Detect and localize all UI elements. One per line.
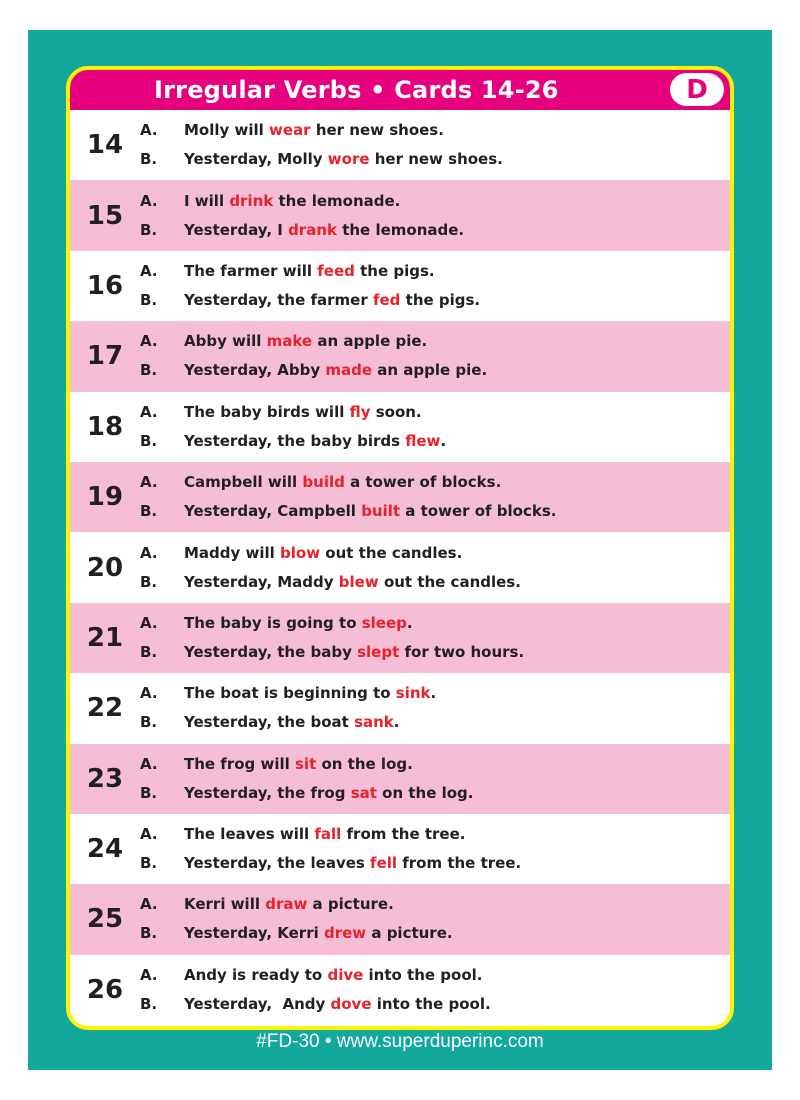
sentence-text: The baby birds will bbox=[184, 402, 350, 421]
table-row bbox=[70, 955, 730, 1025]
sentence-text: Yesterday, Campbell bbox=[184, 502, 362, 521]
sentence-text: the lemonade. bbox=[273, 191, 401, 210]
sentence-b bbox=[140, 568, 730, 597]
sentence-b bbox=[140, 497, 730, 526]
card-number: 19 bbox=[86, 482, 124, 513]
sentence-text: soon. bbox=[370, 402, 422, 421]
sentence-letter: A. bbox=[140, 543, 158, 562]
verb-highlight: wore bbox=[327, 150, 370, 169]
sentence-text: Kerri will bbox=[184, 895, 266, 914]
sentence-a bbox=[140, 116, 730, 145]
verb-highlight: blow bbox=[280, 543, 321, 562]
sentence-pair bbox=[140, 609, 730, 667]
verb-highlight: build bbox=[302, 473, 345, 492]
verb-highlight: drank bbox=[288, 220, 337, 239]
sentence-letter: B. bbox=[140, 924, 158, 943]
sentence-text: The leaves will bbox=[184, 825, 315, 844]
sentence-text: for two hours. bbox=[399, 642, 525, 661]
sentence-a bbox=[140, 750, 730, 779]
sentence-text: Yesterday, Andy bbox=[184, 994, 331, 1013]
sentence-letter: A. bbox=[140, 965, 158, 984]
table-row bbox=[70, 884, 730, 954]
sentence-letter: B. bbox=[140, 713, 158, 732]
sentence-pair bbox=[140, 257, 730, 315]
verb-highlight: flew bbox=[405, 431, 441, 450]
verb-highlight: make bbox=[266, 332, 313, 351]
card-number: 23 bbox=[86, 763, 124, 794]
sentence-text: The boat is beginning to bbox=[184, 684, 396, 703]
sentence-text: a tower of blocks. bbox=[344, 473, 502, 492]
table-row bbox=[70, 251, 730, 321]
verb-highlight: drink bbox=[229, 191, 274, 210]
card-number: 20 bbox=[86, 552, 124, 583]
sentence-a bbox=[140, 539, 730, 568]
sentence-text: . bbox=[393, 713, 400, 732]
sentence-text: Yesterday, the frog bbox=[184, 783, 351, 802]
sentence-pair bbox=[140, 468, 730, 526]
verb-highlight: sit bbox=[295, 754, 317, 773]
sentence-text: The baby is going to bbox=[184, 613, 362, 632]
sentence-text: into the pool. bbox=[371, 994, 491, 1013]
sentence-pair bbox=[140, 187, 730, 245]
sentence-b bbox=[140, 356, 730, 385]
sentence-text: Maddy will bbox=[184, 543, 281, 562]
verb-highlight: sleep bbox=[361, 613, 407, 632]
verb-highlight: fell bbox=[370, 854, 398, 873]
verb-highlight: sink bbox=[395, 684, 431, 703]
sentence-text: Yesterday, I bbox=[184, 220, 289, 239]
sentence-a bbox=[140, 679, 730, 708]
page-title: Irregular Verbs • Cards 14-26 bbox=[154, 76, 559, 104]
sentence-text: the pigs. bbox=[400, 290, 481, 309]
sentence-text: Molly will bbox=[184, 121, 270, 140]
sentence-text: her new shoes. bbox=[310, 121, 444, 140]
sentence-a bbox=[140, 327, 730, 356]
sentence-text: Andy is ready to bbox=[184, 965, 328, 984]
sentence-text: on the log. bbox=[316, 754, 413, 773]
content-panel bbox=[66, 66, 734, 1030]
sentence-text: her new shoes. bbox=[369, 150, 503, 169]
sentence-letter: B. bbox=[140, 220, 158, 239]
sentence-text: an apple pie. bbox=[372, 361, 488, 380]
verb-list bbox=[70, 110, 730, 1025]
verb-highlight: wear bbox=[269, 121, 311, 140]
table-row bbox=[70, 814, 730, 884]
sentence-letter: A. bbox=[140, 191, 158, 210]
sentence-b bbox=[140, 216, 730, 245]
card-set-badge bbox=[670, 73, 724, 106]
verb-highlight: fall bbox=[314, 825, 342, 844]
sentence-text: Campbell will bbox=[184, 473, 303, 492]
sentence-b bbox=[140, 145, 730, 174]
sentence-text: a picture. bbox=[366, 924, 453, 943]
table-row bbox=[70, 603, 730, 673]
sentence-text: out the candles. bbox=[378, 572, 521, 591]
flash-card bbox=[28, 30, 772, 1070]
sentence-b bbox=[140, 849, 730, 878]
sentence-letter: B. bbox=[140, 642, 158, 661]
table-row bbox=[70, 180, 730, 250]
sentence-text: . bbox=[406, 613, 413, 632]
sentence-letter: A. bbox=[140, 825, 158, 844]
sentence-text: Yesterday, the farmer bbox=[184, 290, 373, 309]
sentence-pair bbox=[140, 398, 730, 456]
sentence-b bbox=[140, 708, 730, 737]
sentence-text: Yesterday, Molly bbox=[184, 150, 328, 169]
sentence-a bbox=[140, 961, 730, 990]
sentence-letter: A. bbox=[140, 473, 158, 492]
sentence-pair bbox=[140, 327, 730, 385]
sentence-text: . bbox=[440, 431, 447, 450]
table-row bbox=[70, 744, 730, 814]
footer-text: #FD-30 • www.superduperinc.com bbox=[256, 1031, 544, 1052]
card-number: 14 bbox=[86, 130, 124, 161]
sentence-letter: A. bbox=[140, 895, 158, 914]
sentence-letter: A. bbox=[140, 754, 158, 773]
sentence-b bbox=[140, 286, 730, 315]
sentence-text: . bbox=[430, 684, 437, 703]
sentence-letter: B. bbox=[140, 854, 158, 873]
verb-highlight: dove bbox=[330, 994, 372, 1013]
sentence-b bbox=[140, 990, 730, 1019]
verb-highlight: fly bbox=[349, 402, 371, 421]
sentence-letter: B. bbox=[140, 783, 158, 802]
sentence-letter: B. bbox=[140, 150, 158, 169]
card-number: 24 bbox=[86, 834, 124, 865]
sentence-b bbox=[140, 919, 730, 948]
sentence-letter: B. bbox=[140, 502, 158, 521]
sentence-text: an apple pie. bbox=[312, 332, 428, 351]
card-number: 26 bbox=[86, 974, 124, 1005]
sentence-pair bbox=[140, 116, 730, 174]
sentence-a bbox=[140, 820, 730, 849]
table-row bbox=[70, 673, 730, 743]
sentence-letter: B. bbox=[140, 290, 158, 309]
sentence-b bbox=[140, 638, 730, 667]
table-row bbox=[70, 462, 730, 532]
verb-highlight: dive bbox=[327, 965, 364, 984]
card-number: 25 bbox=[86, 904, 124, 935]
sentence-pair bbox=[140, 820, 730, 878]
sentence-letter: A. bbox=[140, 684, 158, 703]
sentence-text: from the tree. bbox=[341, 825, 466, 844]
sentence-letter: A. bbox=[140, 332, 158, 351]
card-number: 22 bbox=[86, 693, 124, 724]
sentence-text: into the pool. bbox=[363, 965, 483, 984]
verb-highlight: blew bbox=[338, 572, 379, 591]
sentence-letter: B. bbox=[140, 431, 158, 450]
table-row bbox=[70, 110, 730, 180]
table-row bbox=[70, 321, 730, 391]
sentence-text: out the candles. bbox=[320, 543, 463, 562]
sentence-text: Yesterday, the leaves bbox=[184, 854, 371, 873]
sentence-text: Yesterday, Kerri bbox=[184, 924, 324, 943]
sentence-text: on the log. bbox=[376, 783, 474, 802]
sentence-letter: A. bbox=[140, 402, 158, 421]
sentence-letter: B. bbox=[140, 361, 158, 380]
sentence-a bbox=[140, 187, 730, 216]
sentence-b bbox=[140, 427, 730, 456]
badge-letter: D bbox=[686, 74, 708, 105]
verb-highlight: slept bbox=[357, 642, 400, 661]
sentence-pair bbox=[140, 961, 730, 1019]
header-bar bbox=[70, 70, 730, 110]
sentence-a bbox=[140, 257, 730, 286]
sentence-a bbox=[140, 609, 730, 638]
sentence-text: Yesterday, Maddy bbox=[184, 572, 339, 591]
table-row bbox=[70, 532, 730, 602]
card-number: 18 bbox=[86, 411, 124, 442]
sentence-pair bbox=[140, 539, 730, 597]
sentence-a bbox=[140, 398, 730, 427]
sentence-pair bbox=[140, 750, 730, 808]
sentence-text: Yesterday, the boat bbox=[184, 713, 355, 732]
sentence-text: a tower of blocks. bbox=[400, 502, 557, 521]
sentence-letter: A. bbox=[140, 121, 158, 140]
sentence-text: a picture. bbox=[307, 895, 394, 914]
verb-highlight: sank bbox=[354, 713, 394, 732]
sentence-b bbox=[140, 779, 730, 808]
card-number: 15 bbox=[86, 200, 124, 231]
verb-highlight: feed bbox=[317, 261, 355, 280]
sentence-pair bbox=[140, 890, 730, 948]
sentence-letter: A. bbox=[140, 613, 158, 632]
verb-highlight: built bbox=[361, 502, 401, 521]
verb-highlight: draw bbox=[265, 895, 308, 914]
verb-highlight: drew bbox=[323, 924, 367, 943]
sentence-text: Yesterday, Abby bbox=[184, 361, 326, 380]
sentence-letter: A. bbox=[140, 261, 158, 280]
sentence-letter: B. bbox=[140, 994, 158, 1013]
sentence-text: from the tree. bbox=[397, 854, 522, 873]
sentence-text: the pigs. bbox=[354, 261, 435, 280]
sentence-text: the lemonade. bbox=[336, 220, 465, 239]
verb-highlight: made bbox=[325, 361, 373, 380]
sentence-text: Yesterday, the baby bbox=[184, 642, 358, 661]
card-number: 21 bbox=[86, 622, 124, 653]
sentence-text: The farmer will bbox=[184, 261, 318, 280]
card-number: 17 bbox=[86, 341, 124, 372]
verb-highlight: sat bbox=[350, 783, 377, 802]
sentence-a bbox=[140, 890, 730, 919]
sentence-a bbox=[140, 468, 730, 497]
sentence-pair bbox=[140, 679, 730, 737]
sentence-letter: B. bbox=[140, 572, 158, 591]
sentence-text: The frog will bbox=[184, 754, 295, 773]
table-row bbox=[70, 392, 730, 462]
sentence-text: Yesterday, the baby birds bbox=[184, 431, 406, 450]
verb-highlight: fed bbox=[372, 290, 401, 309]
card-number: 16 bbox=[86, 270, 124, 301]
sentence-text: I will bbox=[184, 191, 230, 210]
sentence-text: Abby will bbox=[184, 332, 267, 351]
